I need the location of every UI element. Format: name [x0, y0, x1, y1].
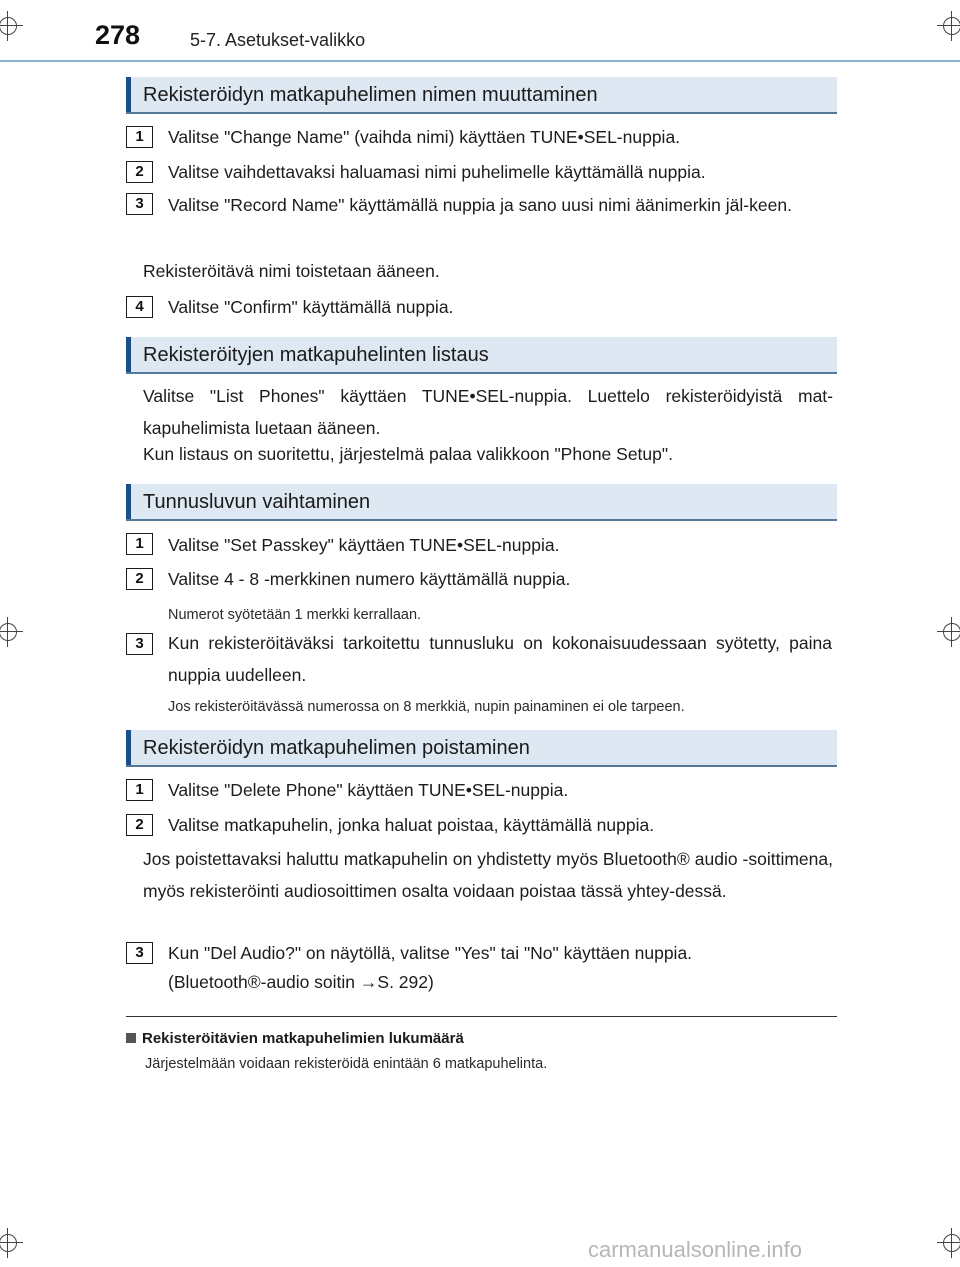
step-text: Kun "Del Audio?" on näytöllä, valitse "Yes" tai "No" käyttäen nuppia. [168, 943, 693, 963]
crop-mark [0, 617, 23, 647]
crop-mark [0, 11, 23, 41]
section-accent-bar [126, 730, 131, 765]
crop-mark [937, 617, 960, 647]
section-title: Rekisteröidyn matkapuhelimen nimen muuttaminen [143, 84, 598, 106]
section-header-delete [126, 730, 837, 767]
header-rule [0, 60, 960, 62]
square-bullet-icon [126, 1033, 136, 1043]
section-header-passkey [126, 484, 837, 521]
paragraph: Kun listaus on suoritettu, järjestelmä palaa valikkoon "Phone Setup". [143, 444, 673, 464]
step-number: 1 [126, 533, 153, 555]
step-subnote: Numerot syötetään 1 merkki kerrallaan. [168, 607, 422, 623]
step-number: 4 [126, 296, 153, 318]
step-number: 2 [126, 568, 153, 590]
step-text: Valitse 4 - 8 -merkkinen numero käyttämällä nuppia. [168, 569, 571, 589]
step-text: Valitse "Set Passkey" käyttäen TUNE•SEL-nuppia. [168, 535, 560, 555]
section-title: Rekisteröityjen matkapuhelinten listaus [143, 344, 489, 366]
section-accent-bar [126, 77, 131, 112]
footnote-text: Järjestelmään voidaan rekisteröidä enintään 6 matkapuhelinta. [145, 1056, 548, 1072]
step-note: Jos poistettavaksi haluttu matkapuhelin on yhdistetty myös Bluetooth® audio -soittimena, myös rekisteröinti audiosoittimen osalta voidaan poistaa tässä yhtey-dessä. [143, 849, 833, 901]
step-text: Valitse "Change Name" (vaihda nimi) käyttäen TUNE•SEL-nuppia. [168, 127, 681, 147]
section-accent-bar [126, 484, 131, 519]
step-number: 2 [126, 814, 153, 836]
section-title: Rekisteröidyn matkapuhelimen poistaminen [143, 737, 530, 759]
step-text: Valitse vaihdettavaksi haluamasi nimi puhelimelle käyttämällä nuppia. [168, 162, 706, 182]
step-text: Valitse "Confirm" käyttämällä nuppia. [168, 297, 454, 317]
crop-mark [937, 1228, 960, 1258]
step-number: 3 [126, 633, 153, 655]
step-note: Rekisteröitävä nimi toistetaan ääneen. [143, 261, 440, 281]
section-title: Tunnusluvun vaihtaminen [143, 491, 371, 513]
step-number: 3 [126, 193, 153, 215]
section-header-rename [126, 77, 837, 114]
crop-mark [937, 11, 960, 41]
page-number: 278 [95, 20, 141, 50]
step-text: Valitse "Record Name" käyttämällä nuppia ja sano uusi nimi äänimerkin jäl-keen. [168, 195, 792, 215]
step-number: 1 [126, 779, 153, 801]
crop-mark [0, 1228, 23, 1258]
footnote-title-text: Rekisteröitävien matkapuhelimien lukumäärä [142, 1030, 464, 1047]
section-accent-bar [126, 337, 131, 372]
footnote-title [126, 1030, 464, 1047]
section-header-list [126, 337, 837, 374]
step-text: Valitse matkapuhelin, jonka haluat poistaa, käyttämällä nuppia. [168, 815, 655, 835]
watermark: carmanualsonline.info [588, 1237, 803, 1262]
step-text: Kun rekisteröitäväksi tarkoitettu tunnusluku on kokonaisuudessaan syötetty, paina nuppia uudelleen. [168, 633, 832, 685]
paragraph: Valitse "List Phones" käyttäen TUNE•SEL-nuppia. Luettelo rekisteröidyistä mat-kapuhelimista luetaan ääneen. [143, 386, 833, 438]
step-subnote: Jos rekisteröitävässä numerossa on 8 merkkiä, nupin painaminen ei ole tarpeen. [168, 699, 685, 715]
step-number: 3 [126, 942, 153, 964]
step-number: 2 [126, 161, 153, 183]
chapter-title: 5-7. Asetukset-valikko [190, 30, 366, 50]
footnote-rule [126, 1016, 837, 1017]
step-number: 1 [126, 126, 153, 148]
step-text: Valitse "Delete Phone" käyttäen TUNE•SEL-nuppia. [168, 780, 569, 800]
page-reference: (Bluetooth®-audio soitin →S. 292) [168, 972, 434, 992]
